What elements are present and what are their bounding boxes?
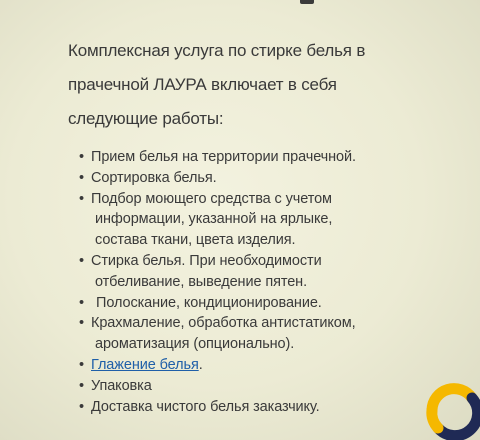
list-item: • Полоскание, кондиционирование. (77, 293, 407, 314)
logo-arc-yellow-lower (432, 410, 438, 428)
intro-line-2: прачечной ЛАУРА включает в себя (68, 75, 337, 94)
laura-logo-icon (424, 380, 480, 440)
logo-arc-navy (438, 398, 478, 436)
list-item: • Подбор моющего средства с учетом информации, указанной на ярлыке, состава ткани, цвета изделия. (79, 190, 333, 249)
bullet-icon: • (79, 294, 84, 311)
intro-line-3: следующие работы: (68, 109, 224, 128)
logo-arc-yellow (432, 389, 472, 410)
bullet-icon: • (79, 398, 84, 415)
bullet-icon: • (79, 377, 84, 394)
bullet-icon: • (79, 149, 84, 165)
list-item: • Прием белья на территории прачечной. (77, 147, 407, 168)
intro-line-1: Комплексная услуга по стирке белья в (68, 41, 366, 60)
list-item: • Сортировка белья. (77, 168, 407, 189)
bullet-icon: • (79, 190, 84, 207)
bullet-icon: • (79, 169, 84, 186)
ironing-link[interactable]: Глажение белья (91, 356, 199, 373)
list-item: • Упаковка (77, 376, 407, 397)
bullet-icon: • (79, 252, 84, 269)
list-item: • Глажение белья. (77, 355, 407, 376)
services-list (77, 147, 407, 417)
bullet-icon: • (79, 315, 84, 332)
intro-paragraph (68, 34, 398, 136)
list-item: • Стирка белья. При необходимости отбеливание, выведение пятен. (79, 252, 322, 290)
list-item: • Доставка чистого белья заказчику. (77, 397, 407, 418)
list-item: • Крахмаление, обработка антистатиком, ароматизация (опционально). (79, 315, 356, 353)
bullet-icon: • (79, 356, 84, 373)
cropped-heading-fragment (300, 0, 314, 4)
